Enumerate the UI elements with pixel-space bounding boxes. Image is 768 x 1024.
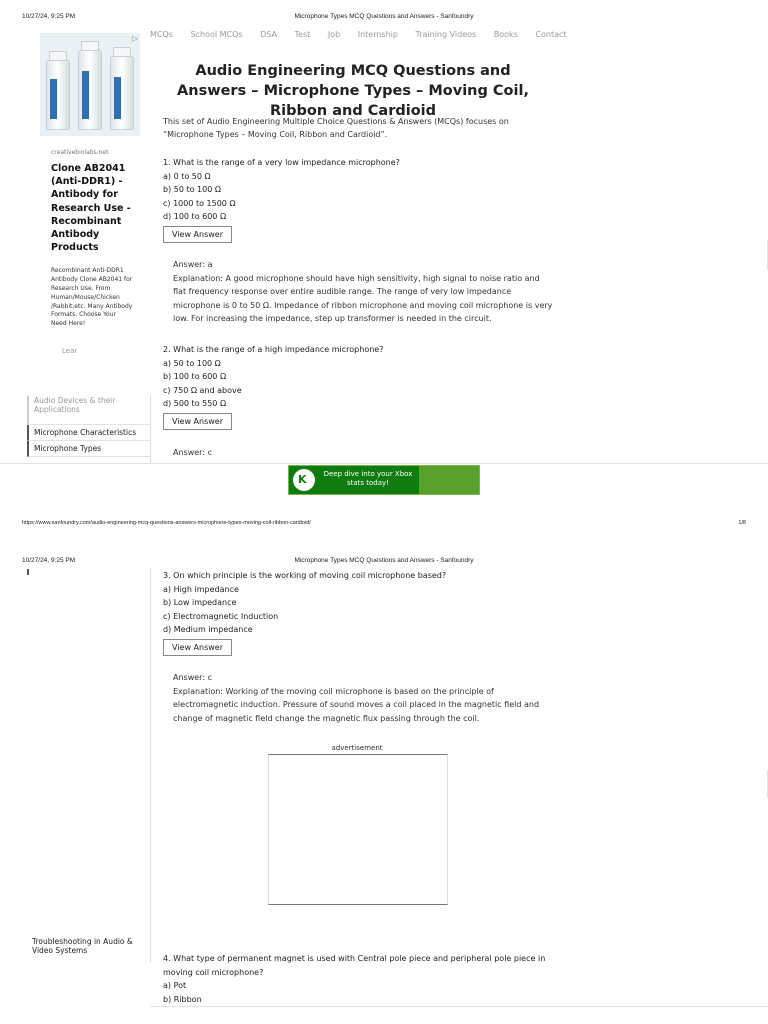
explanation-text: Explanation: Working of the moving coil microphone is based on the principle of electromagnetic induction. Pressure of sound moves a coil placed in the magnetic field and change of magnetic field change the magnetic flux passing through the coil. — [173, 686, 540, 723]
adchoices-icon[interactable]: ▷ — [131, 34, 138, 43]
sidebar-marker — [27, 569, 29, 575]
sidebar-item-troubleshooting[interactable]: Troubleshooting in Audio & Video Systems — [32, 937, 133, 955]
option: b) 100 to 600 Ω — [163, 372, 227, 381]
ad-image[interactable] — [40, 33, 140, 136]
option: a) High impedance — [163, 584, 239, 594]
print-doc-title: Microphone Types MCQ Questions and Answers - Sanfoundry — [294, 13, 474, 20]
question-4 — [163, 952, 555, 1006]
question-stem: 3. On which principle is the working of moving coil microphone based? — [163, 571, 447, 580]
question-3 — [163, 569, 553, 656]
answer-text: Answer: c — [173, 673, 212, 682]
sidebar-item-audio-devices[interactable]: Audio Devices & their Applications — [27, 396, 151, 425]
nav-dsa[interactable]: DSA — [260, 30, 277, 39]
print-url: https://www.sanfoundry.com/audio-engineering-mcq-questions-answers-microphone-types-moving-coil-ribbon-cardioid/ — [22, 520, 311, 526]
sidebar-item-microphone-types[interactable]: Microphone Types — [27, 441, 151, 457]
option: a) Pot — [163, 981, 187, 990]
bottom-banner-ad[interactable] — [288, 465, 480, 495]
k-logo-icon: K — [293, 469, 315, 491]
top-nav — [150, 30, 582, 39]
option: b) Low impedance — [163, 598, 237, 607]
page-fold-line — [0, 463, 768, 464]
option: d) 100 to 600 Ω — [163, 212, 227, 221]
vial-icon — [110, 56, 134, 130]
view-answer-button[interactable]: View Answer — [163, 226, 232, 244]
option: c) 750 Ω and above — [163, 385, 242, 395]
sidebar-nav-page-2 — [27, 937, 151, 963]
advertisement-label: advertisement — [331, 744, 383, 752]
question-stem: 1. What is the range of a very low impedance microphone? — [163, 158, 400, 167]
option: b) Ribbon — [163, 994, 202, 1004]
print-footer — [22, 520, 746, 526]
question-2 — [163, 343, 553, 430]
banner-text[interactable]: Deep dive into your Xbox stats today! — [323, 470, 413, 487]
question-stem: 4. What type of permanent magnet is used with Central pole piece and peripheral pole piece in moving coil microphone? — [163, 954, 546, 977]
print-datetime: 10/27/24, 9:25 PM — [22, 557, 76, 564]
explanation-text: Explanation: A good microphone should have high sensitivity, high signal to noise ratio and flat frequency response over entire audible range. The range of very low impedance microphone is 0 to 50 Ω. Impedance of ribbon microphone and moving coil microphone is very low. For increasing the impedance, step up transformer is needed in the circuit. — [173, 273, 553, 323]
page-fold-line — [150, 1006, 768, 1007]
print-page-number: 1/8 — [738, 520, 746, 526]
answer-1 — [173, 258, 553, 326]
option: b) 50 to 100 Ω — [163, 185, 221, 194]
nav-training-videos[interactable]: Training Videos — [415, 30, 477, 39]
answer-2 — [173, 446, 553, 462]
option: a) 50 to 100 Ω — [163, 358, 221, 368]
answer-text: Answer: c — [173, 448, 212, 457]
question-1 — [163, 156, 553, 243]
advertisement-slot[interactable] — [268, 754, 448, 905]
answer-text: Answer: a — [173, 260, 213, 269]
option: c) 1000 to 1500 Ω — [163, 198, 236, 208]
ad-source[interactable]: creativebiolabs.net — [51, 149, 109, 156]
sidebar-item-microphone-characteristics[interactable]: Microphone Characteristics — [27, 425, 151, 441]
option: d) 500 to 550 Ω — [163, 399, 227, 408]
question-stem: 2. What is the range of a high impedance microphone? — [163, 345, 384, 354]
banner-image — [419, 466, 479, 494]
vial-icon — [46, 60, 70, 130]
nav-school-mcqs[interactable]: School MCQs — [190, 30, 243, 39]
option: d) Medium impedance — [163, 625, 253, 634]
nav-contact[interactable]: Contact — [535, 30, 567, 39]
ad-learn-more[interactable]: Lear — [62, 347, 78, 355]
page-title: Audio Engineering MCQ Questions and Answers – Microphone Types – Moving Coil, Ribbon and Cardioid — [177, 63, 529, 119]
nav-books[interactable]: Books — [493, 30, 518, 39]
option: a) 0 to 50 Ω — [163, 171, 211, 181]
nav-internship[interactable]: Internship — [357, 30, 398, 39]
intro-text: This set of Audio Engineering Multiple Choice Questions & Answers (MCQs) focuses on “Microphone Types – Moving Coil, Ribbon and Cardioid”. — [163, 117, 509, 139]
nav-mcqs[interactable]: MCQs — [150, 30, 173, 39]
view-answer-button[interactable]: View Answer — [163, 413, 232, 431]
sidebar-ad[interactable] — [40, 33, 140, 381]
sidebar-nav — [27, 396, 151, 457]
print-datetime: 10/27/24, 9:25 PM — [22, 13, 76, 20]
view-answer-button[interactable]: View Answer — [163, 639, 232, 657]
print-doc-title: Microphone Types MCQ Questions and Answers - Sanfoundry — [294, 557, 474, 564]
ad-title[interactable]: Clone AB2041 (Anti-DDR1) - Antibody for Research Use - Recombinant Antibody Products — [51, 163, 131, 254]
option: c) Electromagnetic Induction — [163, 611, 279, 621]
vial-icon — [78, 50, 102, 130]
nav-job[interactable]: Job — [327, 30, 341, 39]
sidebar-divider — [150, 568, 151, 963]
ad-body: Recombinant Anti-DDR1 Antibody Clone AB2041 for Research Use. From Human/Mouse/Chicken /Rabbit,etc. Many Antibody Formats. Choose Your Need Here! — [51, 267, 133, 328]
nav-test[interactable]: Test — [294, 30, 311, 39]
answer-3 — [173, 671, 553, 725]
